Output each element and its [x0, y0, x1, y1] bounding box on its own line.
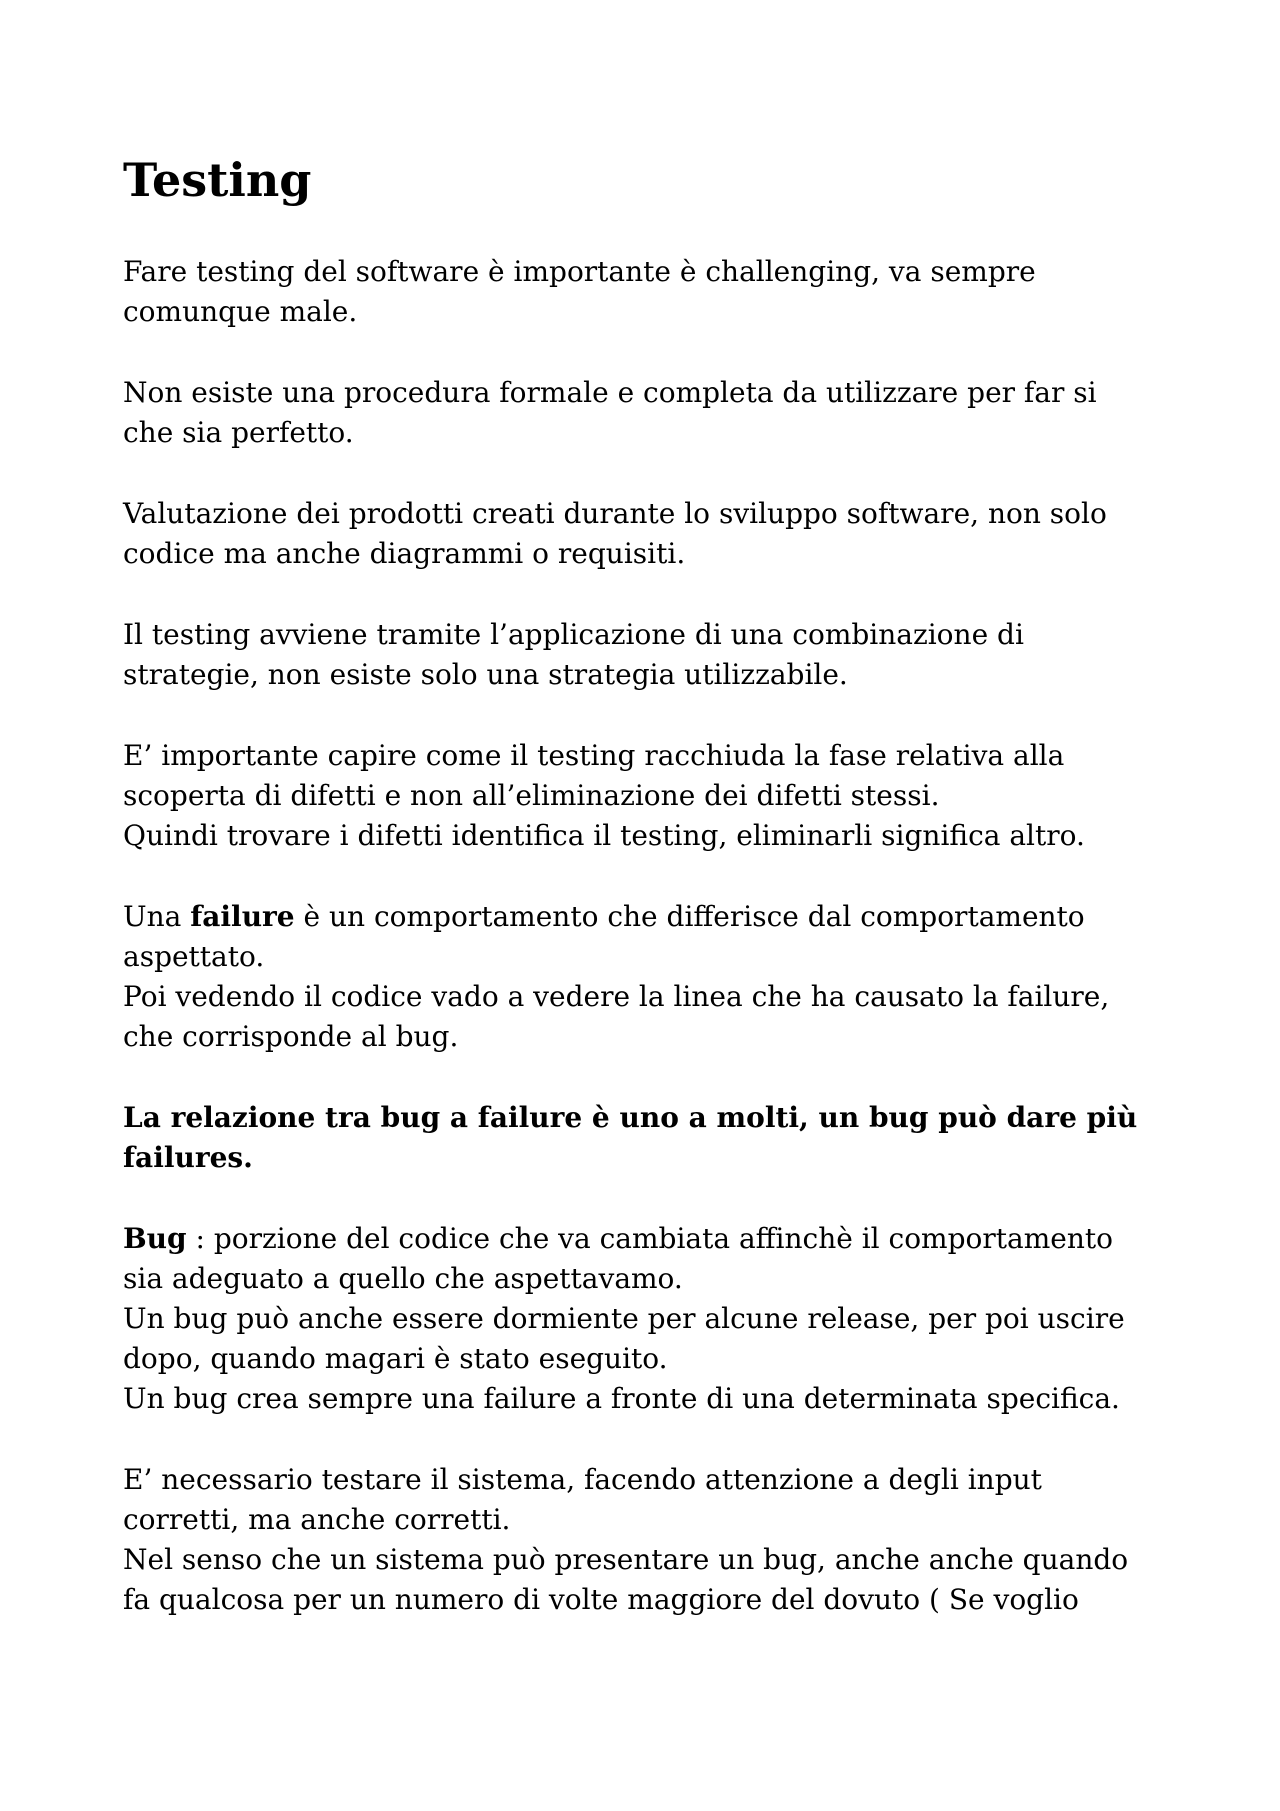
- text-line: [123, 1138, 1183, 1178]
- text-run: è un comportamento che differisce dal comportamento: [294, 900, 1085, 933]
- paragraph: [123, 1219, 1183, 1419]
- paragraph: [123, 1460, 1183, 1620]
- text-run: Poi vedendo il codice vado a vedere la linea che ha causato la failure,: [123, 980, 1110, 1013]
- bold-text: La relazione tra bug a failure è uno a molti, un bug può dare più: [123, 1101, 1138, 1134]
- text-run: Non esiste una procedura formale e completa da utilizzare per far si: [123, 376, 1097, 409]
- text-line: [123, 1219, 1183, 1259]
- text-line: [123, 494, 1183, 534]
- text-line: [123, 816, 1183, 856]
- text-line: [123, 1379, 1183, 1419]
- paragraph: [123, 1098, 1183, 1178]
- text-run: : porzione del codice che va cambiata affinchè il comportamento: [186, 1222, 1113, 1255]
- text-line: [123, 1460, 1183, 1500]
- paragraph: [123, 736, 1183, 856]
- document-page: [123, 150, 1183, 1661]
- text-run: Valutazione dei prodotti creati durante lo sviluppo software, non solo: [123, 497, 1107, 530]
- text-run: scoperta di difetti e non all’eliminazione dei difetti stessi.: [123, 779, 940, 812]
- text-line: [123, 534, 1183, 574]
- text-run: strategie, non esiste solo una strategia utilizzabile.: [123, 658, 848, 691]
- text-run: E’ necessario testare il sistema, facendo attenzione a degli input: [123, 1463, 1042, 1496]
- text-line: [123, 1580, 1183, 1620]
- text-line: [123, 937, 1183, 977]
- paragraph: [123, 615, 1183, 695]
- text-line: [123, 615, 1183, 655]
- paragraph: [123, 494, 1183, 574]
- text-line: [123, 776, 1183, 816]
- bold-text: Bug: [123, 1222, 187, 1255]
- text-run: Nel senso che un sistema può presentare un bug, anche anche quando: [123, 1543, 1129, 1576]
- bold-text: failure: [190, 900, 295, 933]
- text-line: [123, 292, 1183, 332]
- text-run: aspettato.: [123, 940, 265, 973]
- bold-text: failures.: [123, 1141, 253, 1174]
- text-line: [123, 1500, 1183, 1540]
- text-run: Una: [123, 900, 191, 933]
- text-line: [123, 736, 1183, 776]
- text-line: [123, 1259, 1183, 1299]
- text-run: Un bug crea sempre una failure a fronte di una determinata specifica.: [123, 1382, 1120, 1415]
- text-run: codice ma anche diagrammi o requisiti.: [123, 537, 686, 570]
- text-line: [123, 1098, 1183, 1138]
- page-title: Testing: [123, 153, 312, 207]
- text-line: [123, 373, 1183, 413]
- text-line: [123, 897, 1183, 937]
- text-line: [123, 413, 1183, 453]
- text-run: Quindi trovare i difetti identifica il testing, eliminarli significa altro.: [123, 819, 1085, 852]
- text-line: [123, 1540, 1183, 1580]
- text-run: che sia perfetto.: [123, 416, 354, 449]
- text-line: [123, 655, 1183, 695]
- paragraph: [123, 252, 1183, 332]
- text-run: che corrisponde al bug.: [123, 1020, 459, 1053]
- text-run: dopo, quando magari è stato eseguito.: [123, 1342, 668, 1375]
- text-run: comunque male.: [123, 295, 358, 328]
- text-line: [123, 252, 1183, 292]
- text-run: E’ importante capire come il testing racchiuda la fase relativa alla: [123, 739, 1065, 772]
- paragraph: [123, 897, 1183, 1057]
- text-line: [123, 1017, 1183, 1057]
- text-line: [123, 1339, 1183, 1379]
- paragraph: [123, 373, 1183, 453]
- text-run: Un bug può anche essere dormiente per alcune release, per poi uscire: [123, 1302, 1125, 1335]
- text-run: fa qualcosa per un numero di volte maggiore del dovuto ( Se voglio: [123, 1583, 1079, 1616]
- text-line: [123, 1299, 1183, 1339]
- text-run: corretti, ma anche corretti.: [123, 1503, 511, 1536]
- text-run: sia adeguato a quello che aspettavamo.: [123, 1262, 683, 1295]
- text-run: Il testing avviene tramite l’applicazione di una combinazione di: [123, 618, 1024, 651]
- document-body: [123, 252, 1183, 1620]
- text-line: [123, 977, 1183, 1017]
- text-run: Fare testing del software è importante è challenging, va sempre: [123, 255, 1036, 288]
